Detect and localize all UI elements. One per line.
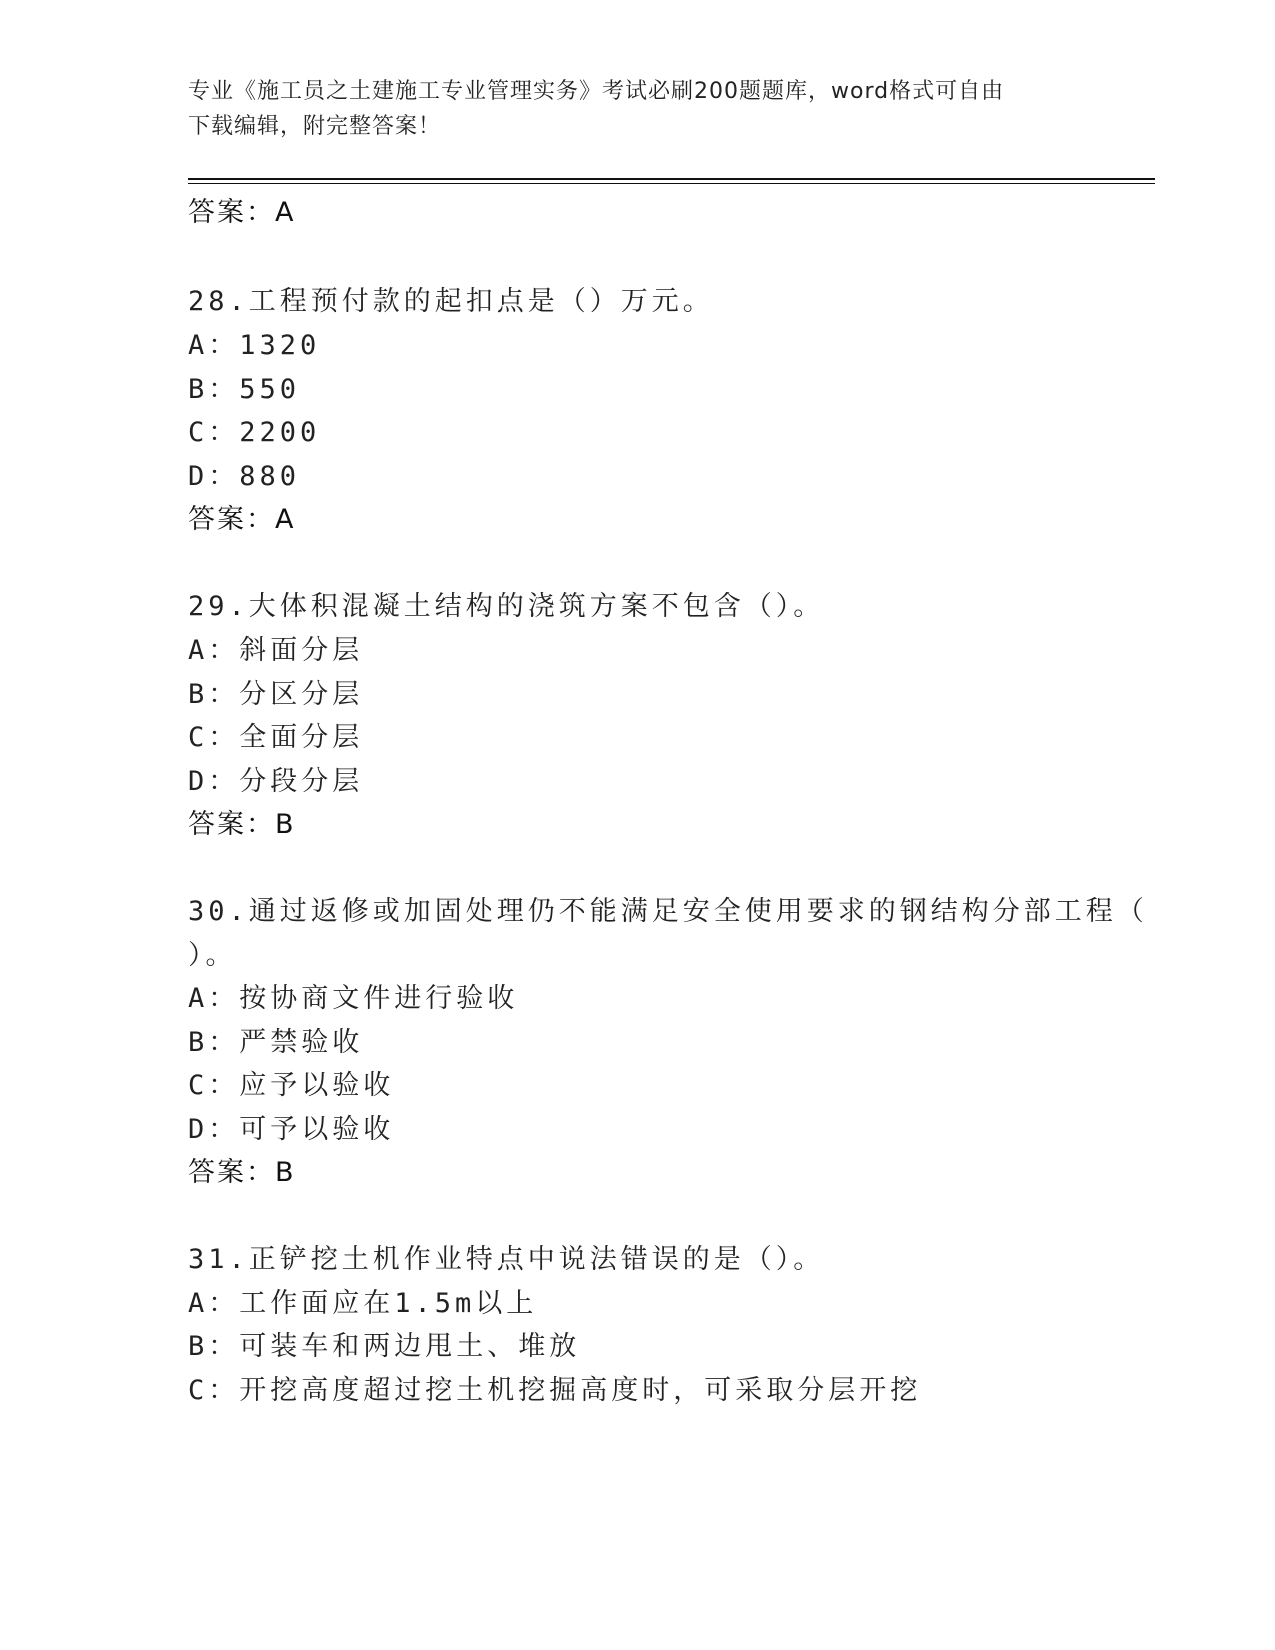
question-28-answer: 答案：A [188, 504, 296, 535]
question-29-stem: 29.大体积混凝土结构的浇筑方案不包含（）。 [188, 591, 825, 622]
question-31-option-c: C：开挖高度超过挖土机挖掘高度时，可采取分层开挖 [188, 1375, 922, 1406]
question-28-stem: 28.工程预付款的起扣点是（）万元。 [188, 286, 714, 317]
question-28-option-d: D：880 [188, 461, 301, 492]
header-line-1: 专业《施工员之土建施工专业管理实务》考试必刷200题题库，word格式可自由 [188, 79, 1005, 104]
previous-answer: 答案：A [188, 197, 296, 228]
question-31-option-a: A：工作面应在1.5m以上 [188, 1288, 538, 1319]
question-30-answer: 答案：B [188, 1157, 296, 1188]
question-29-option-c: C：全面分层 [188, 722, 364, 753]
header-divider-thin [188, 183, 1155, 184]
question-30-stem-line-1: 30.通过返修或加固处理仍不能满足安全使用要求的钢结构分部工程（ [188, 896, 1148, 927]
question-29-answer: 答案：B [188, 809, 296, 840]
question-28-option-a: A：1320 [188, 330, 321, 361]
question-28-option-b: B：550 [188, 374, 301, 405]
document-header [188, 74, 1088, 144]
question-30-option-a: A：按协商文件进行验收 [188, 983, 519, 1014]
question-29-option-d: D：分段分层 [188, 766, 364, 797]
question-29-option-b: B：分区分层 [188, 679, 364, 710]
header-line-2: 下载编辑，附完整答案！ [188, 114, 442, 139]
question-30-stem-line-2: ）。 [188, 940, 237, 971]
question-30-option-c: C：应予以验收 [188, 1070, 395, 1101]
question-30-option-b: B：严禁验收 [188, 1027, 364, 1058]
question-30-option-d: D：可予以验收 [188, 1114, 395, 1145]
question-31-option-b: B：可装车和两边甩土、堆放 [188, 1331, 581, 1362]
header-divider-thick [188, 178, 1155, 180]
question-28-option-c: C：2200 [188, 417, 321, 448]
question-31-stem: 31.正铲挖土机作业特点中说法错误的是（）。 [188, 1244, 825, 1275]
question-29-option-a: A：斜面分层 [188, 635, 364, 666]
